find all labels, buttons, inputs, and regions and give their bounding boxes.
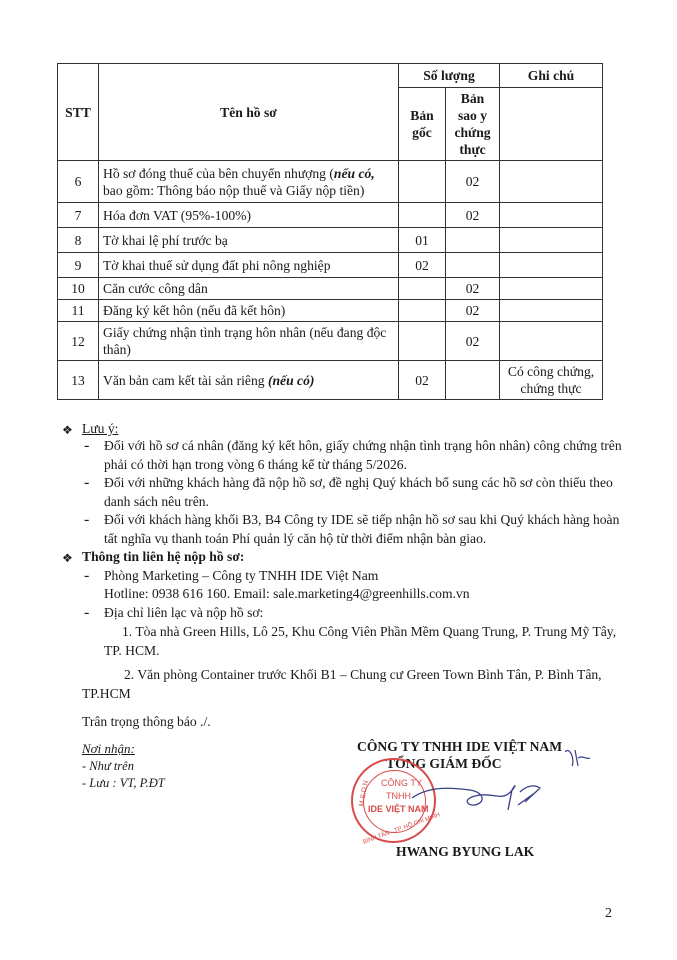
cell-ghi-chu <box>500 253 603 278</box>
cell-stt: 11 <box>58 300 99 322</box>
table-row <box>58 322 603 361</box>
note-item: Đối với những khách hàng đã nộp hồ sơ, đề nghị Quý khách bổ sung các hồ sơ còn thiếu theo danh sách nêu trên. <box>104 475 613 509</box>
cell-ban-goc <box>399 161 446 203</box>
table-row <box>58 161 603 203</box>
contact-address-label: Địa chỉ liên lạc và nộp hồ sơ: <box>104 605 264 620</box>
header-ban-sao: Bản sao y chứng thực <box>446 88 500 161</box>
cell-stt: 8 <box>58 228 99 253</box>
cell-name-text: Đăng ký kết hôn (nếu đã kết hôn) <box>103 303 286 318</box>
cell-ban-goc <box>399 322 446 361</box>
cell-ban-sao: 02 <box>446 161 500 203</box>
table-row <box>58 300 603 322</box>
dash-1: - <box>84 437 90 454</box>
note-item: Đối với khách hàng khối B3, B4 Công ty IDE sẽ tiếp nhận hồ sơ sau khi Quý khách hàng hoàn tất nghĩa vụ thanh toán Phí quản lý căn hộ từ thời điểm nhận bàn giao. <box>104 512 620 546</box>
cell-ban-sao <box>446 361 500 400</box>
contact-address-1: 1. Tòa nhà Green Hills, Lô 25, Khu Công Viên Phần Mềm Quang Trung, P. Trung Mỹ Tây, TP. HCM. <box>104 624 617 658</box>
cell-ghi-chu <box>500 322 603 361</box>
signature-company: CÔNG TY TNHH IDE VIỆT NAM <box>357 739 563 754</box>
contact-title: Thông tin liên hệ nộp hồ sơ: <box>82 549 245 564</box>
cell-ghi-chu <box>500 203 603 228</box>
cell-name-text: Tờ khai lệ phí trước bạ <box>103 232 228 248</box>
cell-ghi-chu <box>500 278 603 300</box>
table-row <box>58 361 603 400</box>
recipients-title: Nơi nhận: <box>82 741 135 756</box>
cell-ban-sao <box>446 228 500 253</box>
header-so-luong: Số lượng <box>399 64 500 88</box>
table-row <box>58 228 603 253</box>
cell-name-text: Tờ khai thuế sử dụng đất phi nông nghiệp <box>103 257 331 273</box>
cell-ban-goc: 02 <box>399 253 446 278</box>
cell-name <box>99 253 399 278</box>
cell-name <box>99 161 399 203</box>
cell-name-emphasis: (nếu có) <box>267 372 315 388</box>
cell-name-text: Căn cước công dân <box>103 281 208 296</box>
cell-name <box>99 300 399 322</box>
cell-stt: 9 <box>58 253 99 278</box>
header-ghi-chu: Ghi chú <box>500 64 603 88</box>
notes-title: Lưu ý: <box>82 421 119 436</box>
cell-name-text: Hóa đơn VAT (95%-100%) <box>103 207 252 223</box>
cell-stt: 6 <box>58 161 99 203</box>
recipient-item: - Lưu : VT, P.ĐT <box>82 776 165 790</box>
cell-stt: 12 <box>58 322 99 361</box>
cell-ghi-chu <box>500 300 603 322</box>
table-body <box>58 161 603 400</box>
cell-ban-sao: 02 <box>446 300 500 322</box>
cell-ban-goc: 01 <box>399 228 446 253</box>
cell-ban-goc <box>399 300 446 322</box>
recipient-item: - Như trên <box>82 759 134 773</box>
table-row <box>58 253 603 278</box>
cell-name-text: Văn bản cam kết tài sản riêng <box>103 372 268 388</box>
cell-name <box>99 278 399 300</box>
page-number: 2 <box>605 906 612 921</box>
header-stt: STT <box>58 64 99 161</box>
cell-ghi-chu: Có công chứng, chứng thực <box>500 361 603 400</box>
cell-ban-goc <box>399 203 446 228</box>
cell-name <box>99 361 399 400</box>
cell-name-emphasis: nếu có, <box>333 165 375 181</box>
table-row <box>58 203 603 228</box>
signature-position: TỔNG GIÁM ĐỐC <box>386 756 502 771</box>
dash-2: - <box>84 474 90 491</box>
cell-ban-sao: 02 <box>446 278 500 300</box>
stamp-line-4: M.S.D.N <box>358 779 370 808</box>
contact-hotline: Hotline: 0938 616 160. Email: sale.marketing4@greenhills.com.vn <box>104 586 470 601</box>
cell-ban-goc: 02 <box>399 361 446 400</box>
stamp-line-2: TNHH <box>386 791 411 801</box>
cell-name-text: Giấy chứng nhận tình trạng hôn nhân (nếu đang độc thân) <box>103 325 387 357</box>
cell-name <box>99 203 399 228</box>
contact-address-2: 2. Văn phòng Container trước Khối B1 – Chung cư Green Town Bình Tân, P. Bình Tân, TP.HCM <box>82 667 602 701</box>
cell-name-rest: bao gồm: Thông báo nộp thuế và Giấy nộp tiền) <box>103 182 365 198</box>
closing-text: Trân trọng thông báo ./. <box>82 714 211 729</box>
cell-stt: 13 <box>58 361 99 400</box>
header-ten-ho-so: Tên hồ sơ <box>99 64 399 161</box>
dash-3: - <box>84 511 90 528</box>
contact-dept: Phòng Marketing – Công ty TNHH IDE Việt Nam <box>104 568 379 583</box>
cell-ghi-chu <box>500 161 603 203</box>
signature-name: HWANG BYUNG LAK <box>396 844 535 859</box>
handwritten-signature <box>400 740 600 840</box>
cell-ban-sao <box>446 253 500 278</box>
cell-ban-sao: 02 <box>446 322 500 361</box>
cell-stt: 10 <box>58 278 99 300</box>
stamp-line-5: BÌNH TÂN - TP. HỒ CHÍ MINH <box>362 812 441 846</box>
stamp-line-3: IDE VIỆT NAM <box>368 804 429 814</box>
cell-name <box>99 322 399 361</box>
header-ghi-chu-blank <box>500 88 603 161</box>
header-ban-goc: Bản gốc <box>399 88 446 161</box>
cell-stt: 7 <box>58 203 99 228</box>
table-row <box>58 278 603 300</box>
dash-5: - <box>84 604 90 621</box>
documents-table <box>57 63 603 400</box>
cell-ban-sao: 02 <box>446 203 500 228</box>
cell-ban-goc <box>399 278 446 300</box>
cell-ghi-chu <box>500 228 603 253</box>
note-item: Đối với hồ sơ cá nhân (đăng ký kết hôn, giấy chứng nhận tình trạng hôn nhân) công chứng trên phải có thời hạn trong vòng 6 tháng kể từ tháng 5/2026. <box>104 438 622 472</box>
cell-name-text: Hồ sơ đóng thuế của bên chuyển nhượng ( <box>103 165 334 181</box>
diamond-bullet-icon: ❖ <box>62 551 73 565</box>
stamp-line-1: CÔNG TY <box>381 778 422 788</box>
dash-4: - <box>84 567 90 584</box>
diamond-bullet-icon: ❖ <box>62 423 73 437</box>
cell-name <box>99 228 399 253</box>
